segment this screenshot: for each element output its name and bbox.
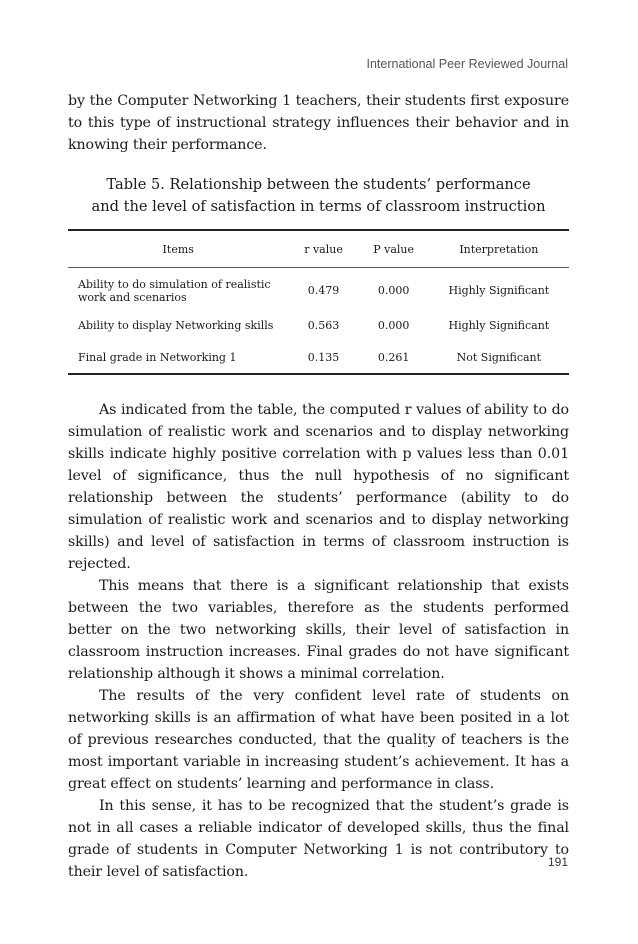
page-content bbox=[68, 90, 569, 883]
column-header-interpretation: Interpretation bbox=[459, 243, 539, 256]
page-number: 191 bbox=[547, 855, 568, 869]
cell-r-value: 0.479 bbox=[307, 284, 340, 297]
cell-interpretation: Highly Significant bbox=[448, 284, 550, 297]
body-paragraph: As indicated from the table, the computed r values of ability to do simulation of realistic work and scenarios and to display networking skills indicate highly positive correlation with p values less than 0.01 level of significance, thus the null hypothesis of no significant relationship between the students’ performance (ability to do simulation of realistic work and scenarios and to display networking skills) and level of satisfaction in terms of classroom instruction is rejected. bbox=[68, 402, 569, 572]
cell-r-value: 0.135 bbox=[307, 350, 340, 364]
intro-paragraph: by the Computer Networking 1 teachers, their students first exposure to this type of instructional strategy influences their behavior and in knowing their performance. bbox=[68, 93, 569, 153]
table-row bbox=[68, 309, 569, 341]
cell-item: Ability to display Networking skills bbox=[78, 318, 274, 332]
cell-r-value: 0.563 bbox=[307, 318, 340, 332]
column-header-r-value: r value bbox=[304, 243, 343, 256]
column-header-items: Items bbox=[162, 243, 194, 256]
table-caption bbox=[68, 174, 569, 218]
body-paragraph: The results of the very confident level rate of students on networking skills is an affirmation of what have been posited in a lot of previous researches conducted, that the quality of teachers is the most important variable in increasing student’s achievement. It has a great effect on students’ learning and performance in class. bbox=[68, 688, 569, 792]
body-paragraph: This means that there is a significant relationship that exists between the two variables, therefore as the students performed better on the two networking skills, their level of satisfaction in classroom instruction increases. Final grades do not have significant relationship although it shows a minimal correlation. bbox=[68, 578, 569, 682]
table-row bbox=[68, 341, 569, 374]
column-header-p-value: P value bbox=[373, 243, 415, 256]
results-table bbox=[68, 229, 569, 375]
body-text bbox=[68, 399, 569, 883]
cell-p-value: 0.000 bbox=[377, 284, 410, 297]
table-row bbox=[68, 268, 569, 310]
cell-interpretation: Highly Significant bbox=[448, 318, 550, 332]
body-paragraph: In this sense, it has to be recognized that the student’s grade is not in all cases a reliable indicator of developed skills, thus the final grade of students in Computer Networking 1 is not contributory to their level of satisfaction. bbox=[68, 798, 569, 880]
table-caption-line-2: and the level of satisfaction in terms of classroom instruction bbox=[91, 198, 546, 215]
cell-item-line-1: Ability to do simulation of realistic bbox=[78, 277, 271, 291]
cell-p-value: 0.261 bbox=[377, 350, 410, 364]
cell-interpretation: Not Significant bbox=[456, 350, 542, 364]
cell-item bbox=[68, 268, 288, 310]
cell-p-value: 0.000 bbox=[377, 318, 410, 332]
cell-item: Final grade in Networking 1 bbox=[78, 350, 237, 364]
journal-header: International Peer Reviewed Journal bbox=[366, 57, 568, 71]
table-header-row bbox=[68, 230, 569, 268]
table-caption-line-1: Table 5. Relationship between the students’ performance bbox=[106, 176, 531, 193]
cell-item-line-2: work and scenarios bbox=[78, 290, 187, 304]
